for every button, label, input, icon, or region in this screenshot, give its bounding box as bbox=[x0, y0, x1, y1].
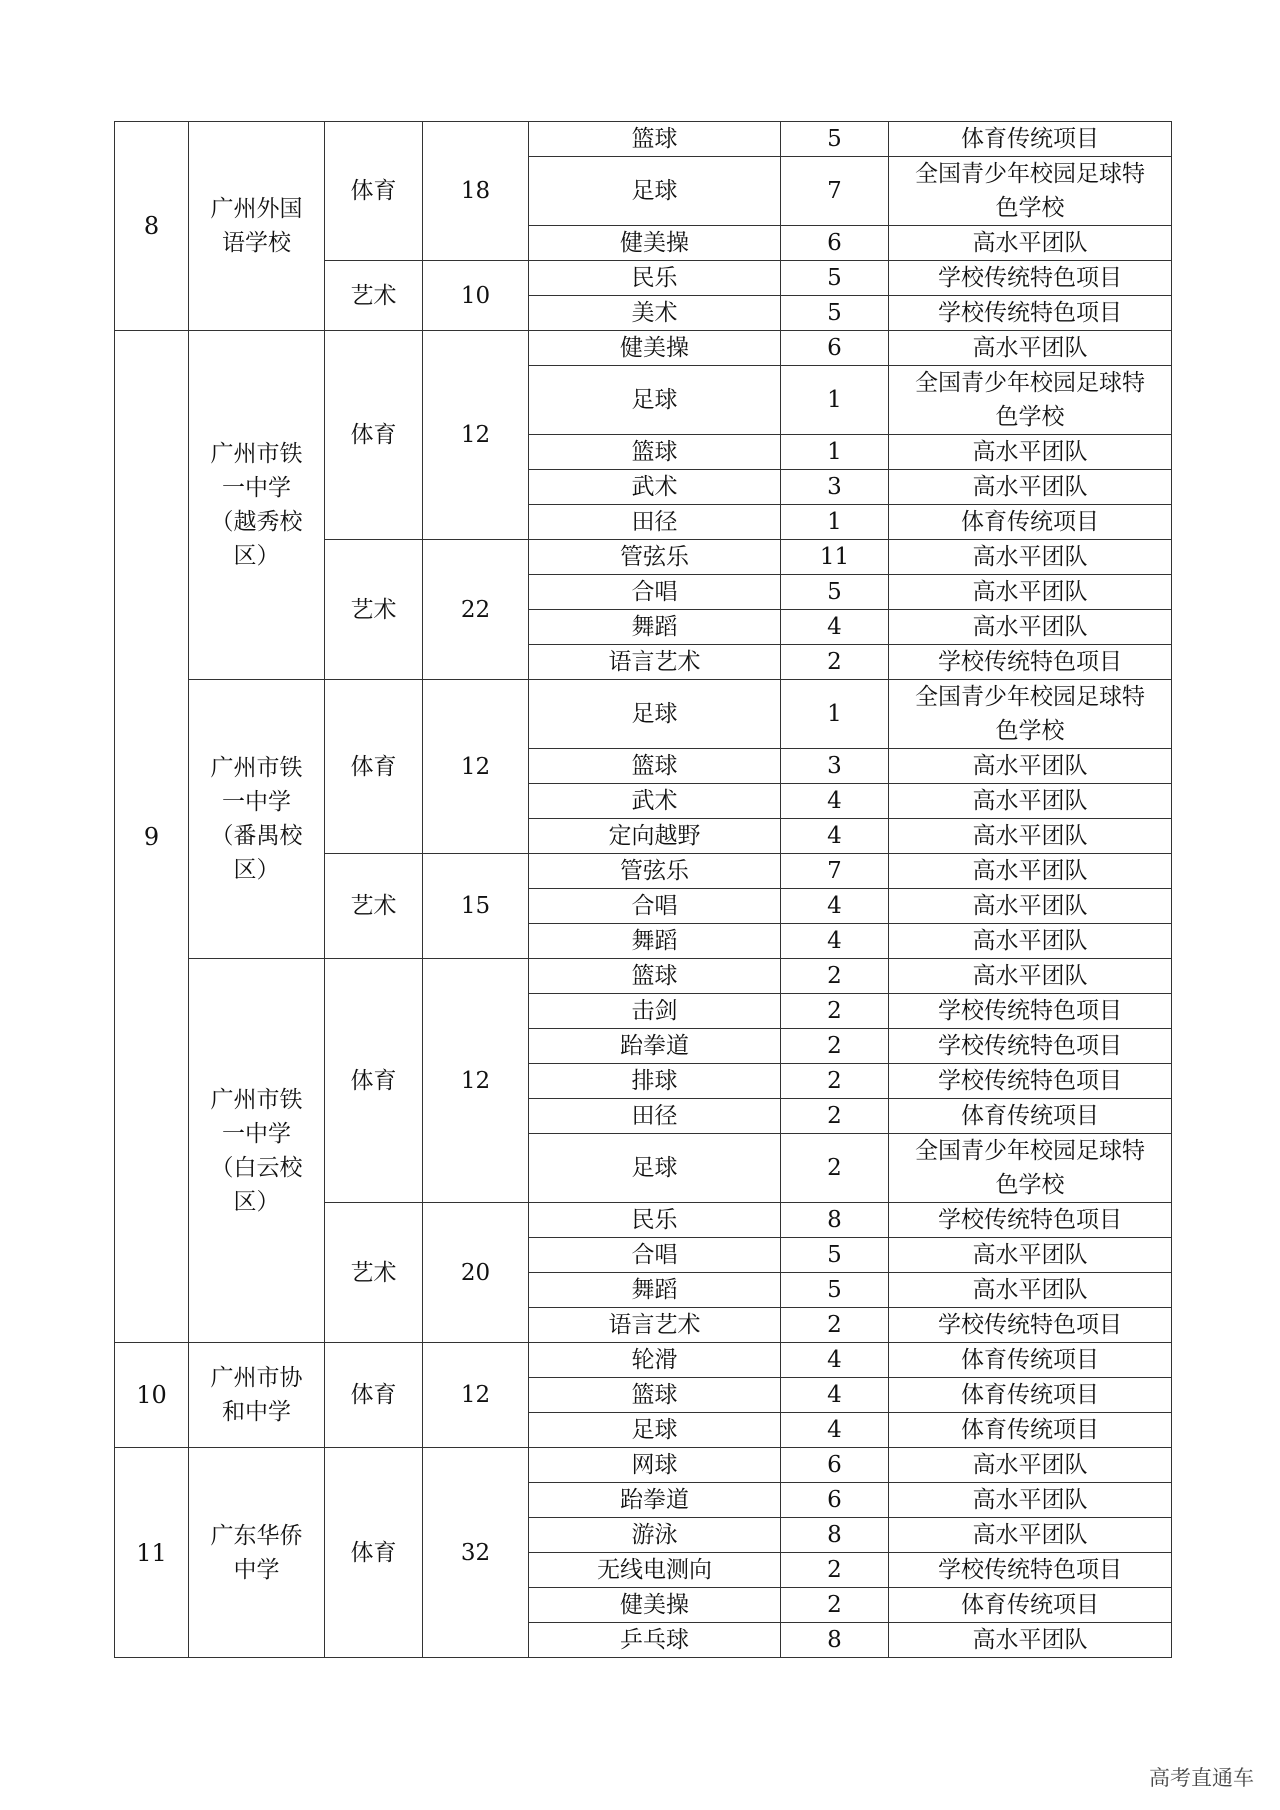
category-total: 20 bbox=[423, 1203, 529, 1343]
project-note: 体育传统项目 bbox=[889, 122, 1172, 157]
project-name: 足球 bbox=[529, 680, 781, 749]
project-count: 8 bbox=[781, 1623, 889, 1658]
category-total: 15 bbox=[423, 854, 529, 959]
project-count: 2 bbox=[781, 959, 889, 994]
school-name: 广州外国语学校 bbox=[189, 122, 325, 331]
project-name: 健美操 bbox=[529, 1588, 781, 1623]
project-count: 4 bbox=[781, 819, 889, 854]
project-name: 民乐 bbox=[529, 261, 781, 296]
table-row bbox=[115, 122, 1172, 157]
project-count: 8 bbox=[781, 1518, 889, 1553]
project-count: 2 bbox=[781, 1308, 889, 1343]
project-note: 高水平团队 bbox=[889, 1623, 1172, 1658]
table-row bbox=[115, 331, 1172, 366]
category: 艺术 bbox=[325, 540, 423, 680]
watermark: 高考直通车 bbox=[1149, 1766, 1254, 1790]
project-note: 体育传统项目 bbox=[889, 1413, 1172, 1448]
project-name: 舞蹈 bbox=[529, 1273, 781, 1308]
project-note: 学校传统特色项目 bbox=[889, 994, 1172, 1029]
category-total: 12 bbox=[423, 959, 529, 1203]
project-count: 2 bbox=[781, 1134, 889, 1203]
project-note: 高水平团队 bbox=[889, 1483, 1172, 1518]
project-note: 体育传统项目 bbox=[889, 1378, 1172, 1413]
project-note: 学校传统特色项目 bbox=[889, 1064, 1172, 1099]
project-count: 3 bbox=[781, 749, 889, 784]
project-name: 田径 bbox=[529, 1099, 781, 1134]
project-name: 管弦乐 bbox=[529, 854, 781, 889]
project-name: 定向越野 bbox=[529, 819, 781, 854]
project-note: 学校传统特色项目 bbox=[889, 645, 1172, 680]
project-note: 体育传统项目 bbox=[889, 1099, 1172, 1134]
project-name: 健美操 bbox=[529, 331, 781, 366]
project-note: 体育传统项目 bbox=[889, 1343, 1172, 1378]
project-count: 6 bbox=[781, 1448, 889, 1483]
project-name: 网球 bbox=[529, 1448, 781, 1483]
project-name: 无线电测向 bbox=[529, 1553, 781, 1588]
project-note: 体育传统项目 bbox=[889, 505, 1172, 540]
project-note: 全国青少年校园足球特色学校 bbox=[889, 1134, 1172, 1203]
project-count: 7 bbox=[781, 854, 889, 889]
project-name: 篮球 bbox=[529, 959, 781, 994]
project-count: 4 bbox=[781, 1343, 889, 1378]
school-name: 广州市协和中学 bbox=[189, 1343, 325, 1448]
project-note: 高水平团队 bbox=[889, 1273, 1172, 1308]
project-name: 管弦乐 bbox=[529, 540, 781, 575]
school-name: 广州市铁一中学（白云校区） bbox=[189, 959, 325, 1343]
project-count: 2 bbox=[781, 1064, 889, 1099]
project-count: 2 bbox=[781, 1099, 889, 1134]
entry-index: 8 bbox=[115, 122, 189, 331]
entry-index: 10 bbox=[115, 1343, 189, 1448]
category: 体育 bbox=[325, 959, 423, 1203]
project-note: 高水平团队 bbox=[889, 540, 1172, 575]
project-count: 4 bbox=[781, 610, 889, 645]
project-count: 2 bbox=[781, 1029, 889, 1064]
school-name: 广州市铁一中学（番禺校区） bbox=[189, 680, 325, 959]
project-note: 高水平团队 bbox=[889, 924, 1172, 959]
project-name: 美术 bbox=[529, 296, 781, 331]
category: 艺术 bbox=[325, 854, 423, 959]
project-count: 5 bbox=[781, 575, 889, 610]
project-note: 学校传统特色项目 bbox=[889, 1029, 1172, 1064]
project-note: 高水平团队 bbox=[889, 1448, 1172, 1483]
project-note: 学校传统特色项目 bbox=[889, 1553, 1172, 1588]
project-note: 学校传统特色项目 bbox=[889, 1203, 1172, 1238]
project-note: 高水平团队 bbox=[889, 226, 1172, 261]
project-note: 高水平团队 bbox=[889, 819, 1172, 854]
project-count: 2 bbox=[781, 645, 889, 680]
table-row bbox=[115, 959, 1172, 994]
project-note: 全国青少年校园足球特色学校 bbox=[889, 157, 1172, 226]
project-note: 高水平团队 bbox=[889, 1518, 1172, 1553]
category: 体育 bbox=[325, 680, 423, 854]
project-name: 武术 bbox=[529, 784, 781, 819]
project-name: 排球 bbox=[529, 1064, 781, 1099]
project-note: 高水平团队 bbox=[889, 610, 1172, 645]
project-note: 体育传统项目 bbox=[889, 1588, 1172, 1623]
project-name: 足球 bbox=[529, 1413, 781, 1448]
project-note: 高水平团队 bbox=[889, 1238, 1172, 1273]
project-name: 合唱 bbox=[529, 889, 781, 924]
project-note: 学校传统特色项目 bbox=[889, 261, 1172, 296]
project-note: 高水平团队 bbox=[889, 575, 1172, 610]
category: 艺术 bbox=[325, 261, 423, 331]
project-count: 4 bbox=[781, 1413, 889, 1448]
category-total: 12 bbox=[423, 1343, 529, 1448]
project-name: 舞蹈 bbox=[529, 610, 781, 645]
project-note: 高水平团队 bbox=[889, 784, 1172, 819]
project-count: 8 bbox=[781, 1203, 889, 1238]
project-name: 合唱 bbox=[529, 575, 781, 610]
project-name: 足球 bbox=[529, 157, 781, 226]
project-name: 跆拳道 bbox=[529, 1483, 781, 1518]
project-name: 击剑 bbox=[529, 994, 781, 1029]
category: 体育 bbox=[325, 1448, 423, 1658]
project-note: 学校传统特色项目 bbox=[889, 296, 1172, 331]
project-note: 高水平团队 bbox=[889, 331, 1172, 366]
project-name: 武术 bbox=[529, 470, 781, 505]
project-count: 6 bbox=[781, 331, 889, 366]
entry-index: 9 bbox=[115, 331, 189, 1343]
project-count: 1 bbox=[781, 680, 889, 749]
project-count: 1 bbox=[781, 505, 889, 540]
table-row bbox=[115, 1343, 1172, 1378]
project-note: 高水平团队 bbox=[889, 470, 1172, 505]
category-total: 12 bbox=[423, 331, 529, 540]
project-note: 全国青少年校园足球特色学校 bbox=[889, 680, 1172, 749]
project-name: 语言艺术 bbox=[529, 1308, 781, 1343]
category-total: 32 bbox=[423, 1448, 529, 1658]
project-count: 6 bbox=[781, 226, 889, 261]
category: 艺术 bbox=[325, 1203, 423, 1343]
table-row bbox=[115, 680, 1172, 749]
project-count: 7 bbox=[781, 157, 889, 226]
project-name: 篮球 bbox=[529, 749, 781, 784]
project-note: 全国青少年校园足球特色学校 bbox=[889, 366, 1172, 435]
project-count: 5 bbox=[781, 122, 889, 157]
category: 体育 bbox=[325, 122, 423, 261]
school-name: 广东华侨中学 bbox=[189, 1448, 325, 1658]
table-row bbox=[115, 1448, 1172, 1483]
entry-index: 11 bbox=[115, 1448, 189, 1658]
project-name: 跆拳道 bbox=[529, 1029, 781, 1064]
project-count: 2 bbox=[781, 1553, 889, 1588]
category: 体育 bbox=[325, 331, 423, 540]
school-name: 广州市铁一中学（越秀校区） bbox=[189, 331, 325, 680]
project-count: 5 bbox=[781, 261, 889, 296]
project-note: 高水平团队 bbox=[889, 749, 1172, 784]
project-name: 篮球 bbox=[529, 122, 781, 157]
project-name: 语言艺术 bbox=[529, 645, 781, 680]
project-note: 高水平团队 bbox=[889, 435, 1172, 470]
project-name: 足球 bbox=[529, 1134, 781, 1203]
project-count: 1 bbox=[781, 366, 889, 435]
project-name: 篮球 bbox=[529, 1378, 781, 1413]
category-total: 22 bbox=[423, 540, 529, 680]
project-count: 5 bbox=[781, 296, 889, 331]
category-total: 10 bbox=[423, 261, 529, 331]
project-note: 高水平团队 bbox=[889, 854, 1172, 889]
project-name: 游泳 bbox=[529, 1518, 781, 1553]
project-note: 学校传统特色项目 bbox=[889, 1308, 1172, 1343]
project-name: 舞蹈 bbox=[529, 924, 781, 959]
project-count: 11 bbox=[781, 540, 889, 575]
project-count: 5 bbox=[781, 1238, 889, 1273]
project-name: 轮滑 bbox=[529, 1343, 781, 1378]
category: 体育 bbox=[325, 1343, 423, 1448]
project-name: 健美操 bbox=[529, 226, 781, 261]
project-name: 乒乓球 bbox=[529, 1623, 781, 1658]
category-total: 18 bbox=[423, 122, 529, 261]
project-count: 4 bbox=[781, 924, 889, 959]
project-count: 4 bbox=[781, 1378, 889, 1413]
project-count: 4 bbox=[781, 784, 889, 819]
project-name: 民乐 bbox=[529, 1203, 781, 1238]
project-count: 5 bbox=[781, 1273, 889, 1308]
project-name: 合唱 bbox=[529, 1238, 781, 1273]
project-count: 1 bbox=[781, 435, 889, 470]
project-name: 田径 bbox=[529, 505, 781, 540]
project-note: 高水平团队 bbox=[889, 959, 1172, 994]
project-count: 6 bbox=[781, 1483, 889, 1518]
project-count: 4 bbox=[781, 889, 889, 924]
project-count: 3 bbox=[781, 470, 889, 505]
project-name: 足球 bbox=[529, 366, 781, 435]
project-count: 2 bbox=[781, 1588, 889, 1623]
enrollment-table bbox=[114, 121, 1172, 1658]
category-total: 12 bbox=[423, 680, 529, 854]
project-note: 高水平团队 bbox=[889, 889, 1172, 924]
project-name: 篮球 bbox=[529, 435, 781, 470]
project-count: 2 bbox=[781, 994, 889, 1029]
